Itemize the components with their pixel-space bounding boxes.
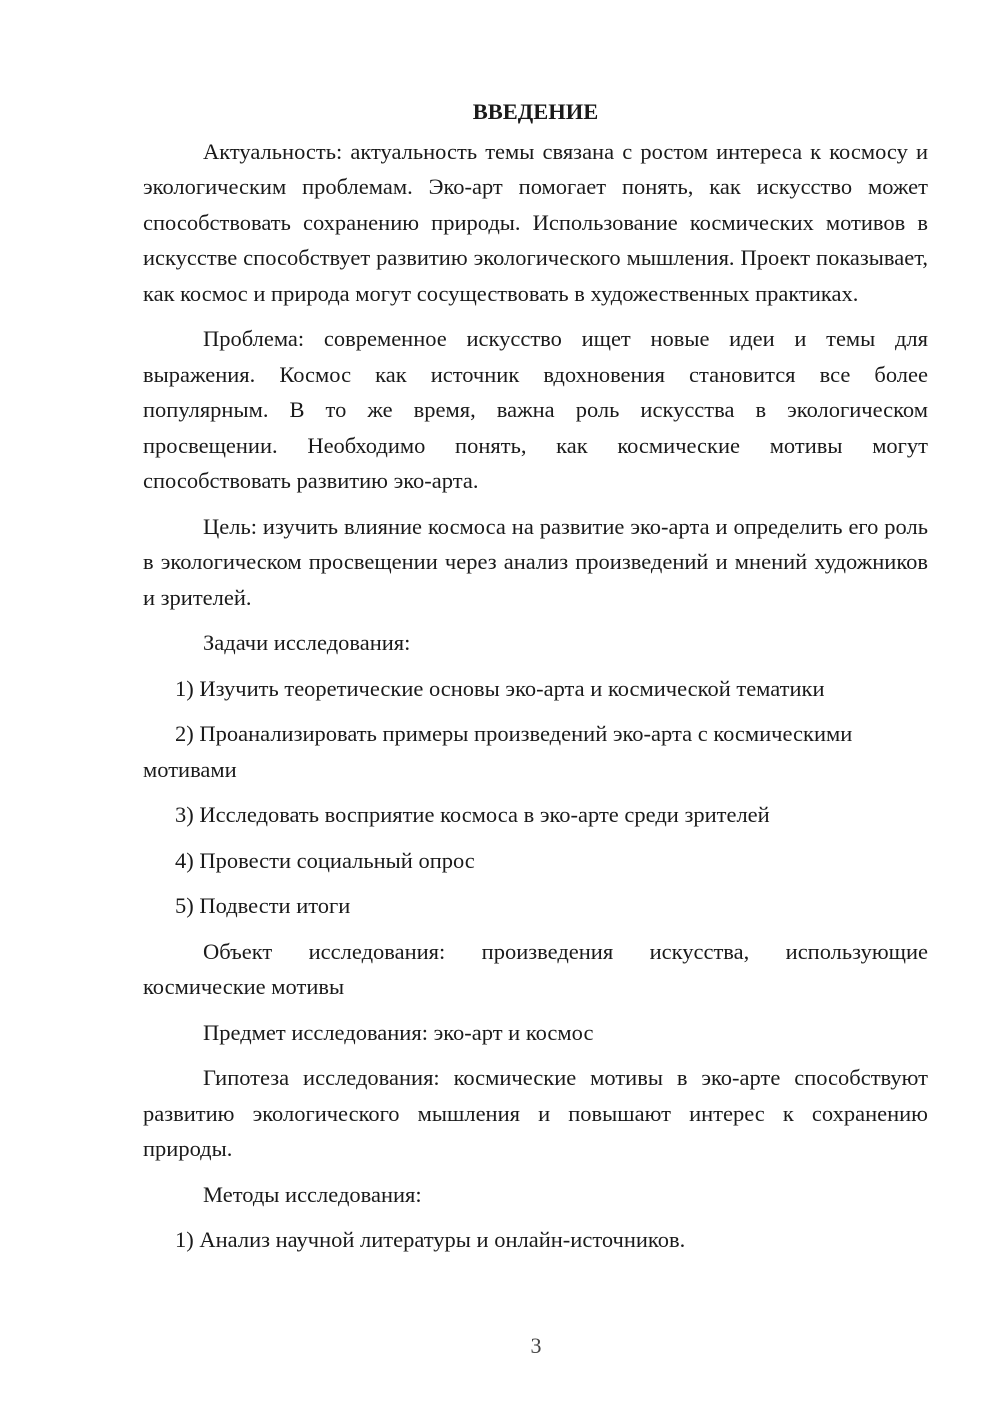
task-item-1: 1) Изучить теоретические основы эко-арта и космической тематики: [175, 675, 825, 701]
hypothesis-paragraph: Гипотеза исследования: космические мотивы в эко-арте способствуют развитию экологического мышления и повышают интерес к сохранению природы.: [143, 1065, 928, 1161]
methods-heading: Методы исследования:: [203, 1181, 422, 1207]
problem-paragraph: Проблема: современное искусство ищет новые идеи и темы для выражения. Космос как источник вдохновения становится все более популярным. В то же время, важна роль искусства в экологическом просвещении. Необходимо понять, как космические мотивы могут способствовать развитию эко-арта.: [143, 326, 928, 493]
method-item-1: 1) Анализ научной литературы и онлайн-источников.: [175, 1227, 686, 1252]
page-content: [143, 94, 928, 1268]
page-number: 3: [530, 1333, 542, 1358]
task-item-4: 4) Провести социальный опрос: [175, 847, 475, 873]
tasks-heading: Задачи исследования:: [203, 630, 411, 655]
task-item-2: 2) Проанализировать примеры произведений эко-арта с космическими мотивами: [143, 721, 853, 782]
relevance-paragraph: Актуальность: актуальность темы связана с ростом интереса к космосу и экологическим проблемам. Эко-арт помогает понять, как искусство может способствовать сохранению природы. Использование космических мотивов в искусстве способствует развитию экологического мышления. Проект показывает, как космос и природа могут сосуществовать в художественных практиках.: [143, 138, 928, 306]
task-item-5: 5) Подвести итоги: [175, 893, 351, 918]
subject-paragraph: Предмет исследования: эко-арт и космос: [203, 1019, 594, 1045]
goal-paragraph: Цель: изучить влияние космоса на развитие эко-арта и определить его роль в экологическом просвещении через анализ произведений и мнений художников и зрителей.: [143, 513, 928, 610]
task-item-3: 3) Исследовать восприятие космоса в эко-арте среди зрителей: [175, 802, 770, 827]
object-paragraph: Объект исследования: произведения искусства, использующие космические мотивы: [143, 938, 928, 999]
section-title: ВВЕДЕНИЕ: [472, 99, 599, 124]
